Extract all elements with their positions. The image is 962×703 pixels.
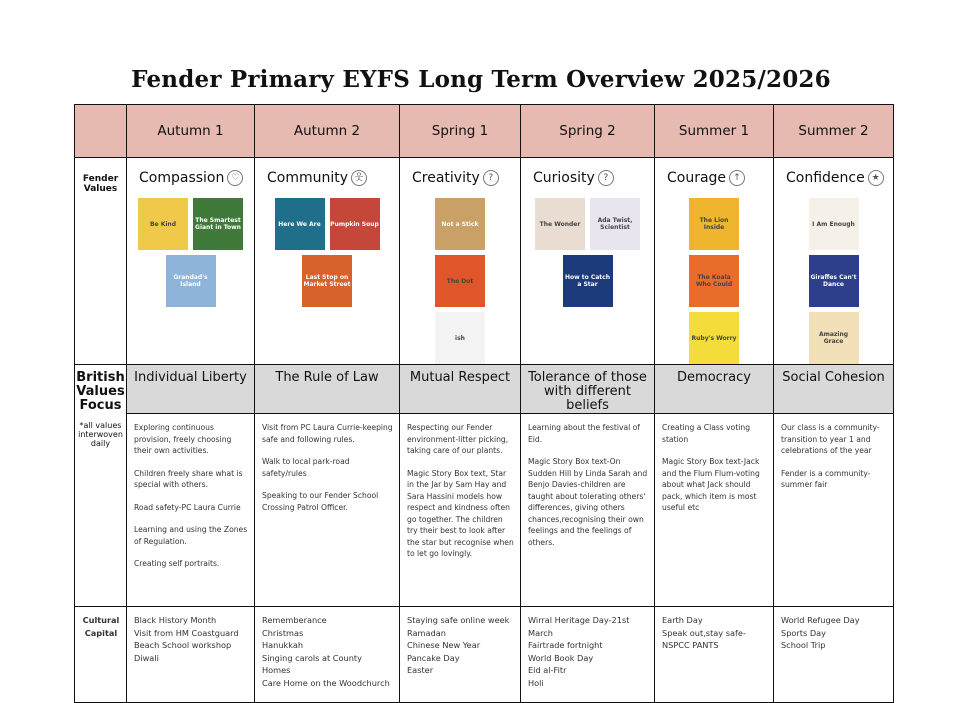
- british-value-paragraph: Road safety-PC Laura Currie: [134, 502, 241, 512]
- values-cell: [127, 158, 255, 365]
- british-value-paragraph: Speaking to our Fender School Crossing Patrol Officer.: [262, 491, 379, 512]
- british-value-heading: Social Cohesion: [774, 365, 894, 414]
- british-value-content: [774, 414, 894, 607]
- british-note: *all values interwoven daily: [78, 421, 123, 448]
- book-cover: Ruby's Worry: [689, 312, 739, 364]
- british-value-paragraph: Exploring continuous provision, freely choosing their own activities.: [134, 423, 232, 455]
- value-heading: [774, 158, 893, 186]
- value-name: Compassion: [139, 170, 225, 186]
- book-cover: I Am Enough: [809, 198, 859, 250]
- book-cover: How to Catch a Star: [563, 255, 613, 307]
- british-value-paragraph: Walk to local park-road safety/rules: [262, 457, 350, 478]
- book-cover: Here We Are: [275, 198, 325, 250]
- cultural-capital-cell: [255, 607, 400, 703]
- british-value-paragraph: Magic Story Box text-Jack and the Flum Flum-voting about what Jack should pack, which item is most useful etc: [662, 457, 760, 512]
- value-heading: [255, 158, 399, 186]
- british-value-paragraph: Fender is a community-summer fair: [781, 468, 871, 489]
- british-value-content: [521, 414, 655, 607]
- book-covers: [255, 186, 399, 307]
- british-value-paragraph: Children freely share what is special with others.: [134, 468, 243, 489]
- cultural-capital-item: Staying safe online week: [407, 615, 510, 625]
- value-name: Creativity: [412, 170, 480, 186]
- cultural-capital-cell: [655, 607, 774, 703]
- values-cell: [655, 158, 774, 365]
- book-covers: [400, 186, 520, 364]
- cultural-capital-item: World Refugee Day: [781, 615, 860, 625]
- book-covers: [127, 186, 254, 307]
- value-name: Community: [267, 170, 349, 186]
- british-value-paragraph: Learning and using the Zones of Regulation.: [134, 525, 248, 546]
- values-cell: [255, 158, 400, 365]
- british-value-paragraph: Magic Story Box text, Star in the Jar by Sam Hay and Sara Hassini models how respect and kindness often go together. The children try their best to look after the star but recognise when to let go lovingly.: [407, 468, 514, 558]
- corner-cell: [75, 105, 127, 158]
- cultural-capital-item: Holi: [528, 677, 544, 688]
- book-cover: The Smartest Giant in Town: [193, 198, 243, 250]
- book-cover: Grandad's Island: [166, 255, 216, 307]
- cultural-capital-item: Care Home on the Woodchurch: [262, 677, 390, 688]
- value-heading: [400, 158, 520, 186]
- term-header: Autumn 1: [127, 105, 255, 158]
- heart-icon: ♡: [227, 170, 243, 186]
- cultural-capital-item: Easter: [407, 665, 434, 675]
- cultural-capital-item: Earth Day: [662, 615, 703, 625]
- courage-icon: ↑: [729, 170, 745, 186]
- british-value-heading: Mutual Respect: [400, 365, 521, 414]
- book-cover: The Dot: [435, 255, 485, 307]
- book-cover: The Koala Who Could: [689, 255, 739, 307]
- term-header: Autumn 2: [255, 105, 400, 158]
- british-value-paragraph: Respecting our Fender environment-litter picking, taking care of our plants.: [407, 423, 509, 455]
- british-value-paragraph: Our class is a community-transition to year 1 and celebrations of the year: [781, 423, 880, 455]
- british-value-heading: Democracy: [655, 365, 774, 414]
- cultural-capital-item: Chinese New Year: [407, 640, 481, 650]
- term-header: Summer 1: [655, 105, 774, 158]
- term-header: Summer 2: [774, 105, 894, 158]
- cultural-capital-item: Pancake Day: [407, 652, 460, 663]
- thinking-face-icon: ?: [483, 170, 499, 186]
- book-cover: ish: [435, 312, 485, 364]
- value-name: Courage: [667, 170, 727, 186]
- question-face-icon: ?: [598, 170, 614, 186]
- british-label: British Values Focus: [76, 370, 125, 413]
- value-name: Confidence: [786, 170, 865, 186]
- cultural-capital-item: Sports Day: [781, 627, 827, 638]
- cultural-capital-item: Eid al-Fitr: [528, 665, 567, 675]
- cultural-capital-cell: [127, 607, 255, 703]
- cultural-capital-cell: [521, 607, 655, 703]
- british-value-heading: The Rule of Law: [255, 365, 400, 414]
- cultural-capital-item: Visit from HM Coastguard: [134, 627, 239, 638]
- overview-table: [74, 104, 894, 703]
- british-value-heading: Tolerance of those with different beliefs: [521, 365, 655, 414]
- book-covers: [521, 186, 654, 307]
- cultural-capital-item: Speak out,stay safe-NSPCC PANTS: [662, 627, 746, 650]
- book-cover: The Lion Inside: [689, 198, 739, 250]
- british-value-paragraph: Magic Story Box text-On Sudden Hill by Linda Sarah and Benjo Davies-children are taught about tolerating others' differences, giving others chances,recognising their own feelings and the feelings of others.: [528, 457, 648, 547]
- cultural-capital-item: Black History Month: [134, 615, 217, 625]
- book-cover: Last Stop on Market Street: [302, 255, 352, 307]
- row-label-british: [75, 365, 127, 607]
- cultural-capital-item: Christmas: [262, 627, 304, 638]
- row-label-values: Fender Values: [75, 158, 127, 365]
- british-value-content: [255, 414, 400, 607]
- book-cover: Amazing Grace: [809, 312, 859, 364]
- page-title: Fender Primary EYFS Long Term Overview 2025/2026: [131, 66, 831, 93]
- book-cover: Ada Twist, Scientist: [590, 198, 640, 250]
- book-cover: Giraffes Can't Dance: [809, 255, 859, 307]
- british-value-content: [127, 414, 255, 607]
- british-value-paragraph: Learning about the festival of Eid.: [528, 423, 640, 444]
- book-covers: [774, 186, 893, 364]
- cultural-capital-item: Beach School workshop: [134, 640, 232, 650]
- value-heading: [521, 158, 654, 186]
- cultural-capital-item: Rememberance: [262, 615, 327, 625]
- book-cover: The Wonder: [535, 198, 585, 250]
- book-cover: Pumpkin Soup: [330, 198, 380, 250]
- value-name: Curiosity: [533, 170, 595, 186]
- cultural-capital-item: World Book Day: [528, 652, 594, 663]
- book-cover: Be Kind: [138, 198, 188, 250]
- cultural-capital-item: Fairtrade fortnight: [528, 640, 603, 650]
- british-value-content: [655, 414, 774, 607]
- cultural-capital-item: Hanukkah: [262, 640, 304, 650]
- values-cell: [774, 158, 894, 365]
- values-cell: [521, 158, 655, 365]
- cultural-capital-item: Singing carols at County Homes: [262, 652, 362, 675]
- british-value-paragraph: Creating self portraits.: [134, 559, 220, 568]
- term-header: Spring 1: [400, 105, 521, 158]
- british-value-paragraph: Creating a Class voting station: [662, 423, 751, 444]
- book-cover: Not a Stick: [435, 198, 485, 250]
- people-icon: 웃: [351, 170, 367, 186]
- value-heading: [655, 158, 773, 186]
- cultural-capital-item: Ramadan: [407, 627, 446, 638]
- british-value-heading: Individual Liberty: [127, 365, 255, 414]
- values-cell: [400, 158, 521, 365]
- british-value-paragraph: Visit from PC Laura Currie-keeping safe and following rules.: [262, 423, 393, 444]
- book-covers: [655, 186, 773, 364]
- confidence-icon: ★: [868, 170, 884, 186]
- row-label-cultural: Cultural Capital: [75, 607, 127, 703]
- cultural-capital-cell: [400, 607, 521, 703]
- cultural-capital-item: School Trip: [781, 640, 826, 650]
- cultural-capital-item: Wirral Heritage Day-21st March: [528, 615, 630, 638]
- cultural-capital-item: Diwali: [134, 652, 159, 663]
- value-heading: [127, 158, 254, 186]
- cultural-capital-cell: [774, 607, 894, 703]
- term-header: Spring 2: [521, 105, 655, 158]
- british-value-content: [400, 414, 521, 607]
